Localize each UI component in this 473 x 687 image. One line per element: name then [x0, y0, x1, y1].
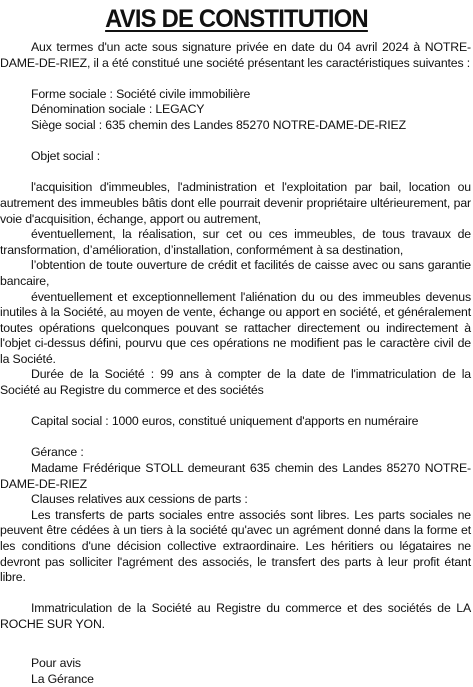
spacer [0, 71, 471, 87]
spacer [0, 399, 471, 415]
signature-line: La Gérance [31, 671, 94, 686]
duree-paragraph: Durée de la Société : 99 ans à compter de la date de l'immatriculation de la Société au Registre du commerce et des sociétés [0, 367, 471, 398]
denomination-line: Dénomination sociale : LEGACY [31, 102, 205, 117]
spacer [0, 165, 471, 181]
immatriculation-paragraph: Immatriculation de la Société au Registre du commerce et des sociétés de LA ROCHE SUR YON. [0, 601, 471, 631]
objet-label: Objet social : [31, 149, 100, 164]
objet-paragraph-1: l'acquisition d'immeubles, l'administration et l'exploitation par bail, location ou autrement des immeubles bâtis dont elle pourrait devenir propriétaire ultérieurement, par voie d'acquisition, échange, apport ou autrement, [0, 180, 471, 226]
objet-paragraph-3: l’obtention de toute ouverture de crédit et facilités de caisse avec ou sans garantie bancaire, [0, 258, 471, 288]
gerance-paragraph: Madame Frédérique STOLL demeurant 635 chemin des Landes 85270 NOTRE-DAME-DE-RIEZ [0, 461, 471, 491]
spacer [0, 586, 471, 602]
spacer [0, 633, 471, 649]
notice-title: AVIS DE CONSTITUTION [105, 5, 368, 33]
clauses-paragraph: Les transferts de parts sociales entre associés sont libres. Les parts sociales ne peuvent être cédées à un tiers à la société qu'avec un agrément donné dans la forme et les conditions d'une décision collective extraordinaire. Les héritiers ou légataires ne devront pas solliciter l'agrément des associés, le transfert des parts à leur profit étant libre. [0, 507, 471, 585]
gerance-label: Gérance : [31, 445, 84, 460]
intro-paragraph: Aux termes d'un acte sous signature privée en date du 04 avril 2024 à NOTRE-DAME-DE-RIEZ, il a été constitué une société présentant les caractéristiques suivantes : [0, 40, 471, 70]
siege-line: Siège social : 635 chemin des Landes 85270 NOTRE-DAME-DE-RIEZ [31, 117, 406, 132]
capital-line: Capital social : 1000 euros, constitué uniquement d'apports en numéraire [31, 414, 419, 429]
clauses-label: Clauses relatives aux cessions de parts : [31, 492, 248, 507]
spacer [0, 134, 471, 150]
notice-body [0, 40, 473, 687]
forme-sociale-line: Forme sociale : Société civile immobilière [31, 86, 251, 101]
spacer [0, 430, 471, 446]
objet-paragraph-4: éventuellement et exceptionnellement l'aliénation du ou des immeubles devenus inutiles à la Société, au moyen de vente, échange ou apport en société, et généralement toutes opérations quelconques pouvant se rattacher directement ou indirectement à l'objet ci-dessus défini, pourvu que ces opérations ne modifient pas le caractère civil de la Société. [0, 289, 471, 366]
objet-paragraph-2: éventuellement, la réalisation, sur cet ou ces immeubles, de tous travaux de transformation, d’amélioration, d’installation, conformément à sa destination, [0, 227, 471, 257]
pour-avis-line: Pour avis [31, 656, 81, 671]
spacer [0, 648, 471, 656]
